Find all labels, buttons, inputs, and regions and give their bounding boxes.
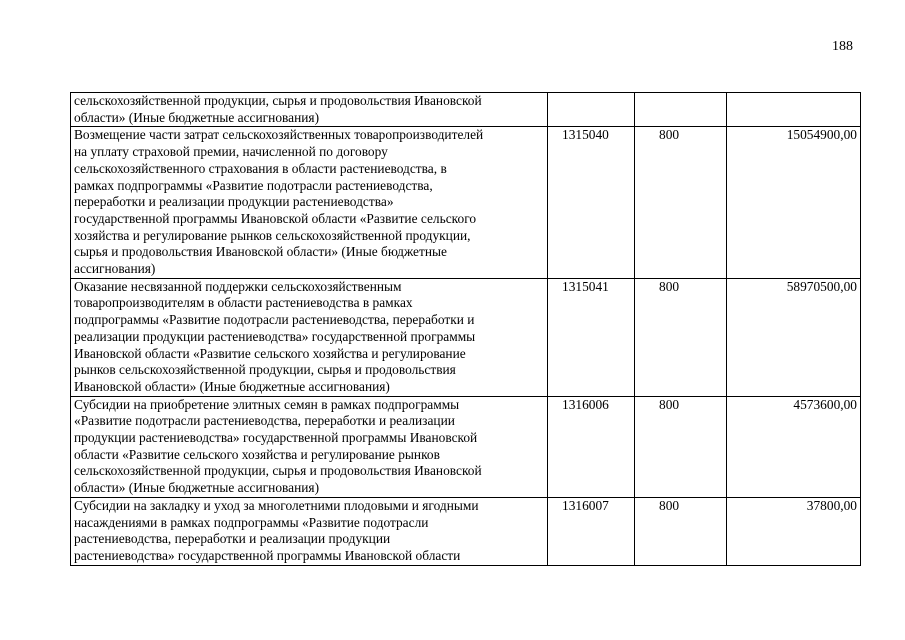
description-line: товаропроизводителям в области растениеводства в рамках [74,295,413,311]
description-line: сырья и продовольствия Ивановской области» (Иные бюджетные [74,244,447,260]
amount-cell [727,93,861,127]
description-line: растениеводства» государственной программы Ивановской области [74,547,461,563]
description-line: переработки и реализации продукции растениеводства» [74,194,394,210]
description-line: государственной программы Ивановской области «Развитие сельского [74,210,477,226]
description-line: ассигнования) [74,261,156,277]
description-line: растениеводства, переработки и реализации продукции [74,531,391,547]
description-line: рынков сельскохозяйственной продукции, сырья и продовольствия [74,362,456,378]
expense-type-cell: 800 [635,127,727,278]
description-line: области «Развитие сельского хозяйства и регулирование рынков [74,446,440,462]
description-line: рамках подпрограммы «Развитие подотрасли растениеводства, [74,177,433,193]
description-line: сельскохозяйственной продукции, сырья и продовольствия Ивановской [74,463,482,479]
expense-description-cell [71,127,548,278]
amount-cell: 37800,00 [727,497,861,565]
description-line: продукции растениеводства» государственной программы Ивановской [74,430,478,446]
table-row [71,396,861,497]
target-article-code-cell: 1316006 [548,396,635,497]
description-line: подпрограммы «Развитие подотрасли растениеводства, переработки и [74,312,475,328]
expense-description-cell [71,93,548,127]
expense-type-cell: 800 [635,497,727,565]
expense-type-cell: 800 [635,396,727,497]
target-article-code-cell: 1315040 [548,127,635,278]
description-line: «Развитие подотрасли растениеводства, переработки и реализации [74,413,455,429]
expense-description-cell [71,396,548,497]
description-line: Субсидии на закладку и уход за многолетними плодовыми и ягодными [74,497,479,513]
page-number: 188 [832,39,853,54]
expense-description-cell [71,497,548,565]
description-line: сельскохозяйственной продукции, сырья и продовольствия Ивановской [74,93,482,108]
amount-cell: 15054900,00 [727,127,861,278]
expense-type-cell [635,93,727,127]
table-row [71,127,861,278]
target-article-code-cell: 1315041 [548,278,635,396]
description-line: на уплату страховой премии, начисленной по договору [74,144,388,160]
description-line: Ивановской области «Развитие сельского хозяйства и регулирование [74,345,466,361]
description-line: сельскохозяйственного страхования в области растениеводства, в [74,160,447,176]
description-line: Субсидии на приобретение элитных семян в рамках подпрограммы [74,396,460,412]
budget-table [70,92,861,566]
description-line: реализации продукции растениеводства» государственной программы [74,328,476,344]
expense-type-cell: 800 [635,278,727,396]
table-row [71,93,861,127]
table-body [71,93,861,566]
target-article-code-cell [548,93,635,127]
description-line: Возмещение части затрат сельскохозяйственных товаропроизводителей [74,127,484,143]
description-line: Ивановской области» (Иные бюджетные ассигнования) [74,378,390,394]
description-line: насаждениями в рамках подпрограммы «Развитие подотрасли [74,514,429,530]
amount-cell: 4573600,00 [727,396,861,497]
description-line: Оказание несвязанной поддержки сельскохозяйственным [74,278,402,294]
target-article-code-cell: 1316007 [548,497,635,565]
table-row [71,278,861,396]
description-line: области» (Иные бюджетные ассигнования) [74,109,320,125]
expense-description-cell [71,278,548,396]
description-line: хозяйства и регулирование рынков сельскохозяйственной продукции, [74,227,471,243]
table-row [71,497,861,565]
amount-cell: 58970500,00 [727,278,861,396]
description-line: области» (Иные бюджетные ассигнования) [74,480,320,496]
